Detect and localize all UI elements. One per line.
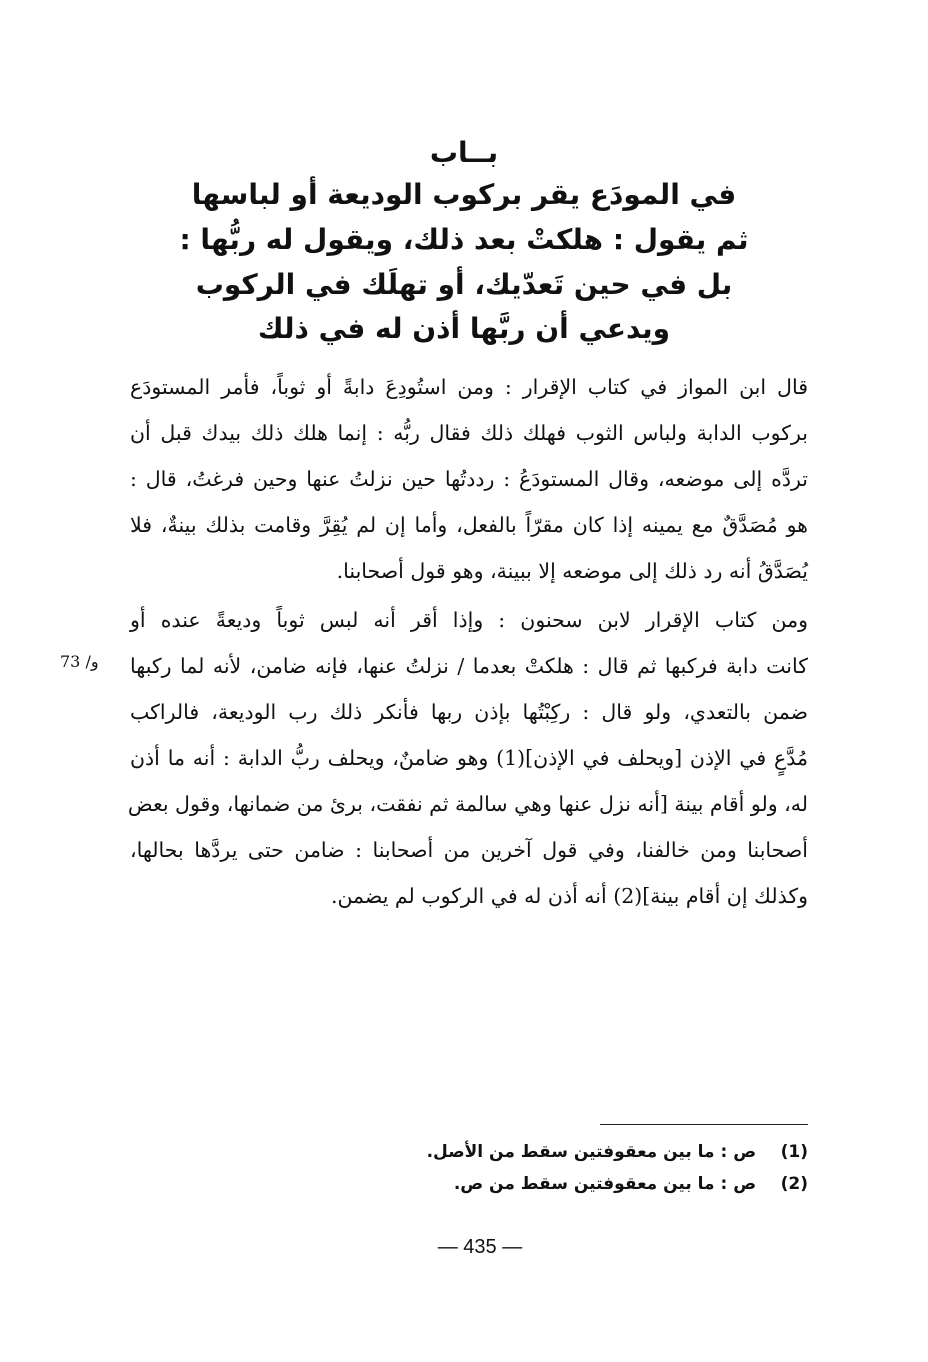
text-line: تردَّه إلى موضعه، وقال المستودَعُ : رددتُها حين نزلتُ عنها وحين فرغتُ، قال : bbox=[130, 467, 808, 491]
manuscript-folio-marker: 73 /و bbox=[60, 652, 99, 671]
text-line: مُدَّعٍ في الإذن [ويحلف في الإذن](1) وهو ضامنٌ، ويحلف ربُّ الدابة : أنه ما أذن bbox=[130, 746, 808, 770]
text-line: كانت دابة فركبها ثم قال : هلكتْ بعدما / نزلتُ عنها، فإنه ضامن، لأنه لما ركبها bbox=[130, 654, 808, 678]
text-line: وكذلك إن أقام بينة](2) أنه أذن له في الركوب لم يضمن. bbox=[330, 884, 808, 908]
footnote-divider bbox=[600, 1124, 808, 1125]
chapter-label: بــاب bbox=[429, 136, 499, 169]
text-line: يُصَدَّقُ أنه رد ذلك إلى موضعه إلا ببينة، وهو قول أصحابنا. bbox=[336, 559, 808, 583]
footnote-text: ص : ما بين معقوفتين سقط من ص. bbox=[453, 1174, 757, 1194]
text-line: ضمن بالتعدي، ولو قال : ركِبْتُها بإذن ربها فأنكر ذلك رب الوديعة، فالراكب bbox=[130, 700, 808, 724]
footnote-1 bbox=[300, 1136, 808, 1168]
text-line: قال ابن المواز في كتاب الإقرار : ومن استُودِعَ دابةً أو ثوباً، فأمر المستودَع bbox=[130, 375, 808, 399]
chapter-title-line-4: ويدعي أن ربَّها أذن له في ذلك bbox=[257, 312, 671, 345]
footnote-2 bbox=[300, 1168, 808, 1200]
paragraph-ibn-sahnun bbox=[127, 597, 808, 919]
text-line: بركوب الدابة ولباس الثوب فهلك ذلك فقال ربُّه : إنما هلك ذلك بيدك قبل أن bbox=[130, 421, 808, 445]
text-line: هو مُصَدَّقٌ مع يمينه إذا كان مقرّاً بالفعل، وأما إن لم يُقِرَّ وقامت بذلك بينةٌ، فلا bbox=[130, 513, 808, 537]
text-line: ومن كتاب الإقرار لابن سحنون : وإذا أقر أنه لبس ثوباً وديعةً عنده أو bbox=[130, 608, 808, 632]
page-number: — 435 — bbox=[437, 1236, 523, 1258]
paragraph-ibn-al-mawwaz bbox=[130, 364, 808, 594]
footnote-number: (1) bbox=[780, 1142, 808, 1162]
text-line: له، ولو أقام بينة [أنه نزل عنها وهي سالمة ثم نفقت، برئ من ضمانها، وقول بعض bbox=[127, 792, 808, 816]
chapter-title-line-1: في المودَع يقر بركوب الوديعة أو لباسها bbox=[191, 178, 737, 211]
footnote-text: ص : ما بين معقوفتين سقط من الأصل. bbox=[426, 1142, 757, 1162]
chapter-title-line-2: ثم يقول : هلكتْ بعد ذلك، ويقول له ربُّها : bbox=[179, 223, 749, 256]
footnote-number: (2) bbox=[780, 1174, 808, 1194]
chapter-title-line-3: بل في حين تَعدّيك، أو تهلَك في الركوب bbox=[195, 268, 733, 301]
text-line: أصحابنا ومن خالفنا، وفي قول آخرين من أصحابنا : ضامن حتى يردَّها بحالها، bbox=[130, 838, 808, 862]
footnotes bbox=[300, 1136, 808, 1200]
